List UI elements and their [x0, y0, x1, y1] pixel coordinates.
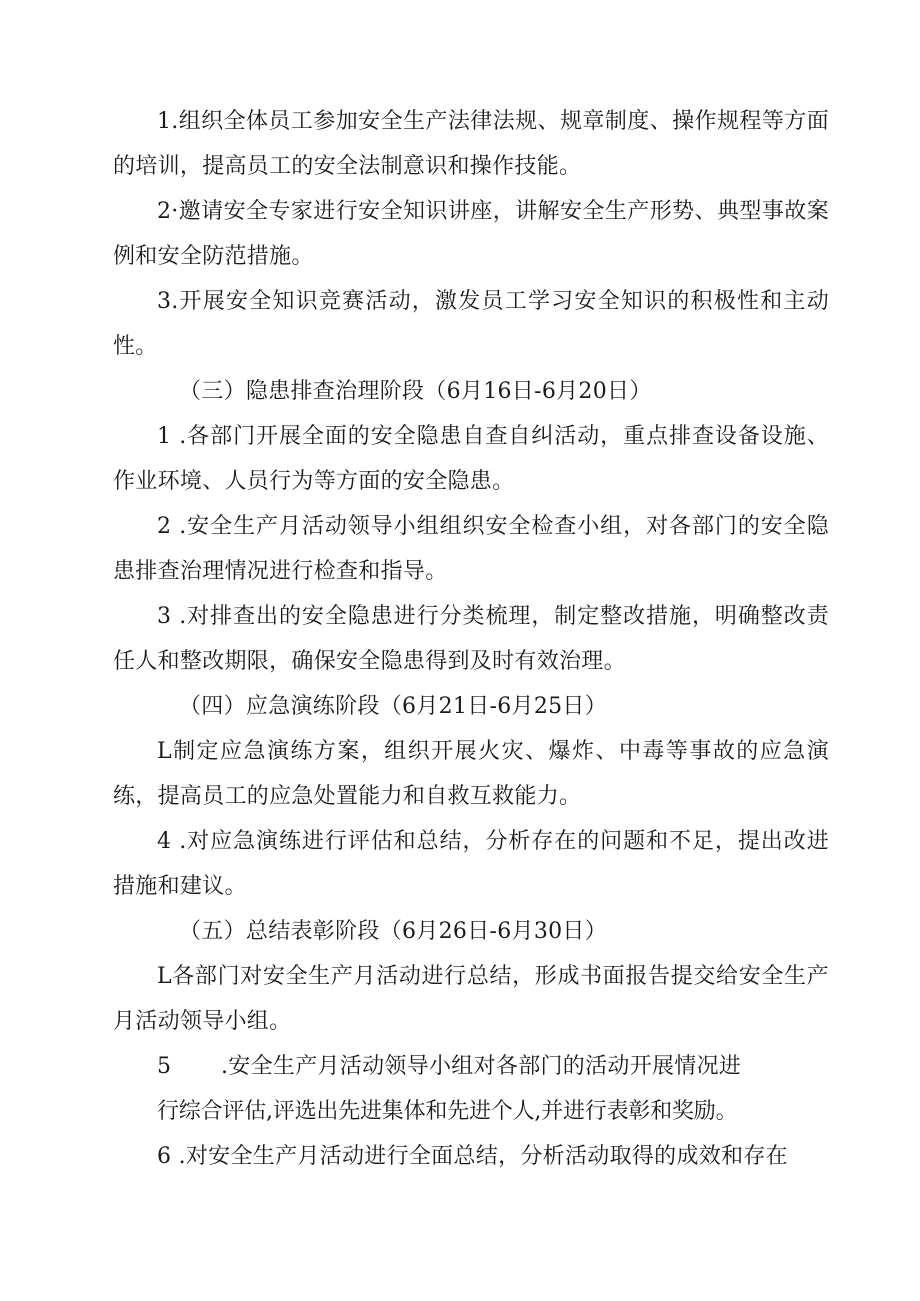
evaluation-line-1 — [113, 1044, 829, 1089]
paragraph-drill-plan: L制定应急演练方案，组织开展火灾、爆炸、中毒等事故的应急演练，提高员工的应急处置能力和自救互救能力。 — [113, 739, 829, 809]
paragraph-drill-evaluation: 4 .对应急演练进行评估和总结，分析存在的问题和不足，提出改进措施和建议。 — [113, 829, 829, 899]
paragraph-knowledge-contest: 3.开展安全知识竞赛活动，激发员工学习安全知识的积极性和主动性。 — [113, 289, 829, 359]
paragraph-comprehensive-evaluation — [113, 1044, 829, 1134]
document-body — [113, 99, 829, 1179]
paragraph-self-inspection: 1 .各部门开展全面的安全隐患自查自纠活动，重点排查设备设施、作业环境、人员行为等方面的安全隐患。 — [113, 424, 829, 494]
evaluation-line-2: 行综合评估,评选出先进集体和先进个人,并进行表彰和奖励。 — [157, 1099, 738, 1124]
section-heading-hazard-inspection: （三）隐患排查治理阶段（6月16日-6月20日） — [179, 379, 652, 404]
evaluation-number: 5 — [157, 1054, 172, 1079]
paragraph-inspection-team: 2 .安全生产月活动领导小组组织安全检查小组，对各部门的安全隐患排查治理情况进行检查和指导。 — [113, 514, 829, 584]
paragraph-final-summary: 6 .对安全生产月活动进行全面总结，分析活动取得的成效和存在 — [157, 1144, 788, 1169]
section-heading-summary-commendation: （五）总结表彰阶段（6月26日-6月30日） — [179, 919, 608, 944]
paragraph-training: 1.组织全体员工参加安全生产法律法规、规章制度、操作规程等方面的培训，提高员工的安全法制意识和操作技能。 — [113, 109, 829, 179]
paragraph-department-summary: L各部门对安全生产月活动进行总结，形成书面报告提交给安全生产月活动领导小组。 — [113, 964, 829, 1034]
paragraph-rectification: 3 .对排查出的安全隐患进行分类梳理，制定整改措施，明确整改责任人和整改期限，确保安全隐患得到及时有效治理。 — [113, 604, 829, 674]
section-heading-emergency-drill: （四）应急演练阶段（6月21日-6月25日） — [179, 694, 608, 719]
evaluation-line-1-text: .安全生产月活动领导小组对各部门的活动开展情况进 — [221, 1054, 742, 1079]
paragraph-expert-lecture: 2·邀请安全专家进行安全知识讲座，讲解安全生产形势、典型事故案例和安全防范措施。 — [113, 199, 829, 269]
